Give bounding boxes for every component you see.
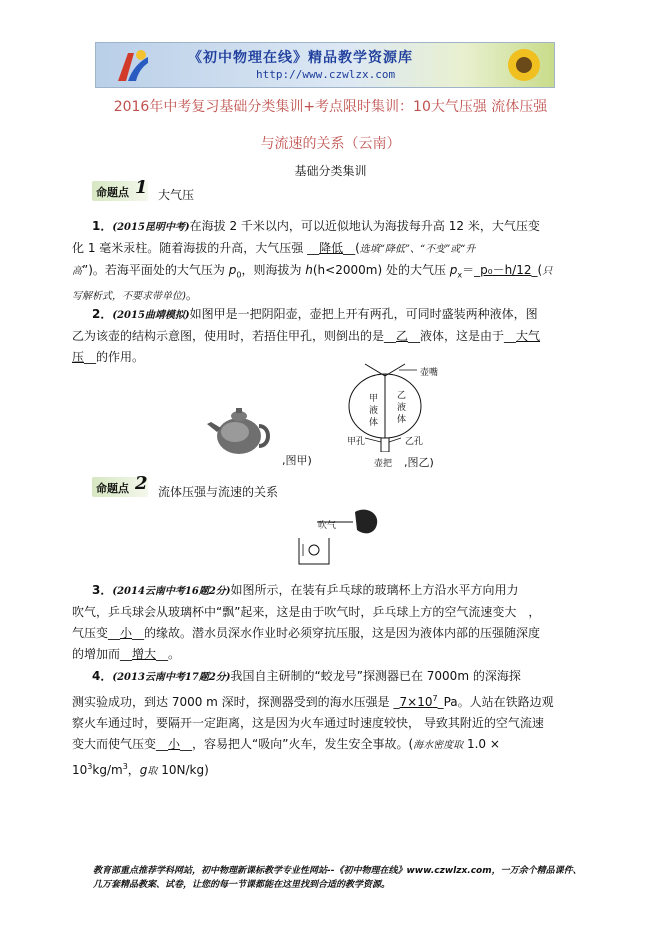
label-spout: 壶嘴	[420, 368, 439, 378]
q4-text-line1: 我国自主研制的“蛟龙号”探测器已在 7000m 的深海探	[230, 669, 521, 683]
q1-text-line3e: _(	[531, 263, 543, 277]
q1-text-line2b: __(	[343, 241, 360, 255]
q4-text-line4b: __，容易把人“吸向”火车，发生安全事故。(	[180, 737, 414, 751]
label-blow: 吹气	[318, 521, 337, 531]
question-1: 1．(2015昆明中考)在海拔 2 千米以内，可以近似地认为海拔每升高 12 米，大气压变 化 1 毫米汞柱。随着海拔的升高，大气压强 __降低__(选填“降低”、“不变”或“升 高”)。若海平面处的大气压为 $p_0$，则海拔为 h(h<2000m) 处的大气压 $p_x=\_p_0-h/12\_$(只 写解析式，不要求带单位)。	[72, 219, 553, 303]
label-liquid-a: 甲液体	[369, 394, 379, 428]
topic-label: 命题点	[96, 186, 129, 199]
q1-note-2: 只	[542, 266, 553, 277]
q4-text-line5c: ，	[127, 763, 140, 777]
q4-number: 4．	[92, 669, 113, 683]
q3-number: 3．	[92, 583, 113, 597]
q4-text-line2b: _Pa。人站在铁路边观	[437, 695, 554, 709]
q3-text-line3a: 气压变__	[72, 626, 121, 640]
topic-number: 2	[135, 473, 148, 494]
q1-text-line3c: (h<2000m) 处的大气压	[312, 263, 450, 277]
q3-answer-1: 小	[120, 626, 133, 640]
q1-text-line1: 在海拔 2 千米以内，可以近似地认为海拔每升高 12 米，大气压变	[189, 219, 540, 233]
q1-answer-1: 降低	[319, 241, 344, 255]
q4-answer-1-base: 7×10	[399, 695, 433, 709]
question-4	[72, 666, 612, 782]
topic-badge-1	[92, 177, 148, 201]
label-liquid-b: 乙液体	[397, 391, 407, 425]
q3-text-line4b: __。	[156, 647, 181, 661]
q1-text-line3a: ”)。若海平面处的大气压为	[82, 263, 229, 277]
q1-text-line2a: 化 1 毫米汞柱。随着海拔的升高，大气压强 __	[72, 241, 320, 255]
label-hole-b: 乙孔	[405, 437, 424, 447]
label-handle: 壶把	[374, 459, 393, 469]
q2-answer-1: 乙	[396, 329, 409, 343]
q1-note-2b: 写解析式，不要求带单位)	[72, 291, 186, 303]
q4-source: (2013云南中考17题2分)	[112, 672, 231, 683]
q4-note-1: 海水密度取	[413, 740, 464, 751]
section-subtitle: 基础分类集训	[294, 164, 367, 178]
q1-number: 1．	[92, 219, 113, 233]
q2-text-line3: __的作用。	[84, 350, 145, 364]
q2-number: 2．	[92, 307, 113, 321]
topic-2-title: 流体压强与流速的关系	[158, 485, 279, 499]
q2-text-line2b: __液体，这是由于__	[408, 329, 517, 343]
question-3	[72, 580, 612, 665]
banner-url[interactable]: http://www.czwlzx.com	[256, 68, 396, 81]
figure-a-caption: ,图甲)	[282, 454, 312, 467]
banner-title: 《初中物理在线》精品教学资源库	[188, 50, 413, 66]
q3-answer-2: 增大	[132, 647, 157, 661]
q3-text-line4a: 的增加而__	[72, 647, 133, 661]
q4-answer-1	[400, 695, 438, 709]
q4-exponent-1: 3	[87, 762, 93, 771]
topic-1-title: 大气压	[158, 188, 195, 202]
q4-text-line4c: 1.0 ×	[463, 737, 500, 751]
q4-text-line5b: kg/m	[92, 763, 123, 777]
q4-answer-1-exponent: 7	[432, 694, 438, 703]
q1-text-line3b: ，则海拔为	[241, 263, 306, 277]
document-title-line1: 2016年中考复习基础分类集训+考点限时集训：10大气压强 流体压强	[113, 99, 548, 115]
question-2	[72, 304, 612, 368]
q1-source: (2015昆明中考)	[112, 222, 190, 233]
q4-text-line3: 察火车通过时，要隔开一定距离，这是因为火车通过时速度较快， 导致其附近的空气流速	[72, 716, 544, 730]
q4-note-2: 取	[147, 766, 158, 777]
teapot-photo	[205, 402, 273, 460]
footer-line1: 教育部重点推荐学科网站，初中物理新课标教学专业性网站--《初中物理在线》www.czwlzx.com，一万余个精品课件、	[93, 866, 582, 876]
q2-text-line2a: 乙为该壶的结构示意图，使用时，若捂住甲孔，则倒出的是__	[72, 329, 397, 343]
q1-symbol-h: h	[305, 263, 313, 277]
q1-text-line3d: ＝_	[462, 263, 481, 277]
footer-line2: 几万套精品教案、试卷，让您的每一节课都能在这里找到合适的教学资源。	[93, 880, 391, 890]
page-footer	[93, 864, 613, 892]
q3-source: (2014云南中考16题2分)	[112, 586, 231, 597]
q2-source: (2015曲靖模拟)	[112, 310, 190, 321]
header-banner	[95, 42, 555, 88]
q2-text-line1: 如图甲是一把阴阳壶，壶把上开有两孔，可同时盛装两种液体，图	[189, 307, 538, 321]
q1-symbol-px: p	[449, 263, 458, 277]
document-title-line2: 与流速的关系（云南）	[260, 136, 401, 152]
q1-note-1b: 高	[72, 266, 82, 277]
q3-text-line3b: __的缘故。潜水员深水作业时必须穿抗压服，这是因为液体内部的压强随深度	[132, 626, 541, 640]
site-logo-icon	[114, 47, 152, 83]
q4-symbol-g: g	[139, 763, 148, 777]
q1-answer-2: p₀－h/12	[480, 263, 532, 277]
q1-symbol-p0: p	[228, 263, 237, 277]
topic-number: 1	[135, 177, 148, 198]
q4-exponent-2: 3	[122, 762, 128, 771]
q4-answer-2: 小	[168, 737, 181, 751]
q2-answer-2a: 大气	[516, 329, 541, 343]
q3-text-line2: 吹气，乒乓球会从玻璃杯中“飘”起来，这是由于吹气时，乒乓球上方的空气流速变大 ，	[72, 605, 541, 619]
q1-text-line4: 。	[185, 288, 198, 303]
topic-label: 命题点	[96, 482, 129, 495]
q4-text-line2a: 测实验成功，到达 7000 m 深时，探测器受到的海水压强是 _	[72, 695, 400, 709]
q4-text-line5d: 10N/kg)	[157, 763, 209, 777]
q1-note-1: 选填“降低”、“不变”或“升	[359, 244, 476, 255]
sunflower-icon	[500, 45, 548, 85]
figure-b-caption: ,图乙)	[404, 456, 434, 469]
q4-text-line4a: 变大而使气压变__	[72, 737, 169, 751]
topic-badge-2	[92, 473, 148, 497]
blowing-cup-diagram	[295, 508, 385, 568]
q2-answer-2b: 压	[72, 350, 85, 364]
q3-text-line1: 如图所示，在装有乒乓球的玻璃杯上方沿水平方向用力	[230, 583, 519, 597]
q4-text-line5a: 10	[72, 763, 88, 777]
label-hole-a: 甲孔	[347, 437, 366, 447]
